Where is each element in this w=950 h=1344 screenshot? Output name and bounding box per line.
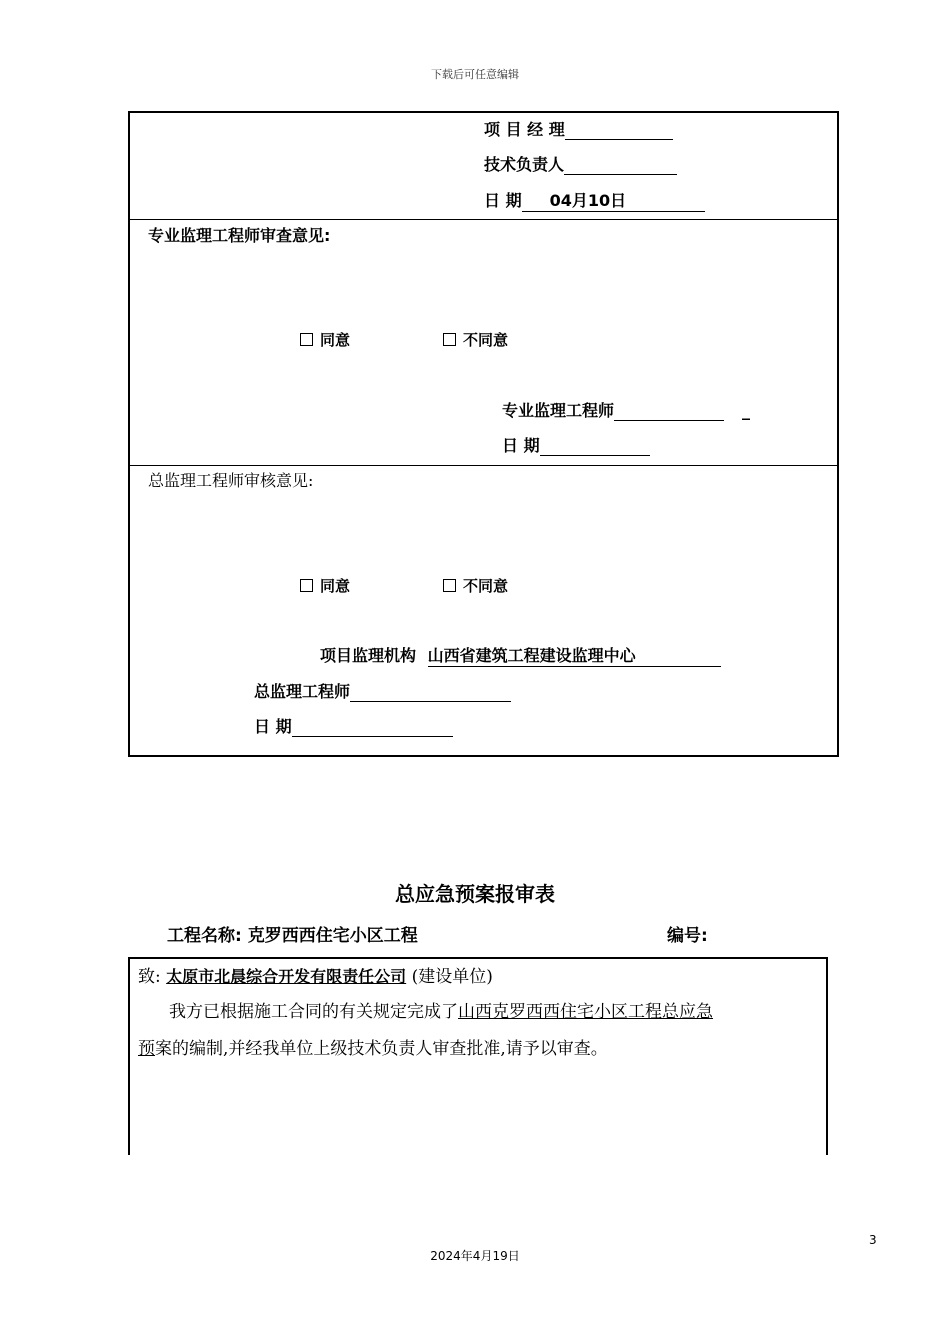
footer-date: 2024年4月19日 <box>430 1249 520 1263</box>
chief-engineer-label: 总监理工程师 <box>254 682 351 701</box>
disagree-checkbox[interactable] <box>443 333 456 346</box>
body-line1-underlined: 山西克罗西西住宅小区工程总应急 <box>458 1002 713 1022</box>
project-manager-label: 项 目 经 理 <box>484 120 565 139</box>
chief-date-label: 日 期 <box>254 717 292 736</box>
body-line-1 <box>169 997 713 1022</box>
agree-checkbox[interactable] <box>300 333 313 346</box>
specialist-engineer-blank[interactable] <box>614 403 724 421</box>
agree-option[interactable] <box>300 329 350 350</box>
project-name-label: 工程名称: <box>167 926 242 946</box>
supervision-org-field <box>320 643 721 667</box>
project-name-line <box>167 921 418 946</box>
specialist-engineer-label: 专业监理工程师 <box>502 401 615 420</box>
specialist-engineer-suffix: _ <box>742 401 751 420</box>
supervision-org-value: 山西省建筑工程建设监理中心 <box>428 643 721 667</box>
row-divider <box>130 465 837 466</box>
body-line2-rest: 案的编制,并经我单位上级技术负责人审查批准,请予以审查。 <box>155 1039 608 1059</box>
chief-opinion-heading: 总监理工程师审核意见: <box>148 471 314 490</box>
project-name-value: 克罗西西住宅小区工程 <box>247 926 418 946</box>
chief-agree-checkbox[interactable] <box>300 579 313 592</box>
chief-disagree-label: 不同意 <box>463 577 509 595</box>
addressee-company: 太原市北晨综合开发有限责任公司 <box>166 967 407 986</box>
specialist-date-blank[interactable] <box>540 438 650 456</box>
addressee-suffix: (建设单位) <box>411 967 493 987</box>
tech-lead-label: 技术负责人 <box>484 155 565 174</box>
disagree-label: 不同意 <box>463 331 509 349</box>
chief-disagree-checkbox[interactable] <box>443 579 456 592</box>
chief-date-field <box>254 714 453 737</box>
body-line1-prefix: 我方已根据施工合同的有关规定完成了 <box>169 1002 458 1022</box>
specialist-opinion-heading: 专业监理工程师审查意见: <box>148 226 331 245</box>
date-value: 04月10日 <box>522 188 705 212</box>
tech-lead-field <box>484 152 677 175</box>
agree-label: 同意 <box>320 331 351 349</box>
specialist-date-label: 日 期 <box>502 436 540 455</box>
body-line-2 <box>138 1034 608 1059</box>
chief-date-blank[interactable] <box>292 719 453 737</box>
chief-agree-option[interactable] <box>300 575 350 596</box>
to-label: 致: <box>138 967 161 987</box>
project-manager-blank[interactable] <box>565 122 673 140</box>
row-divider <box>130 219 837 220</box>
number-label: 编号: <box>667 926 708 946</box>
date-field <box>484 188 705 212</box>
addressee-line <box>138 962 493 987</box>
chief-disagree-option[interactable] <box>443 575 508 596</box>
chief-engineer-field <box>254 679 511 702</box>
tech-lead-blank[interactable] <box>564 157 677 175</box>
disagree-option[interactable] <box>443 329 508 350</box>
specialist-date-field <box>502 433 650 456</box>
form-title: 总应急预案报审表 <box>395 882 555 906</box>
chief-engineer-blank[interactable] <box>350 684 511 702</box>
page-number: 3 <box>869 1233 877 1247</box>
date-label: 日 期 <box>484 191 522 210</box>
supervision-org-label: 项目监理机构 <box>320 646 417 665</box>
body-line2-underlined: 预 <box>138 1039 155 1059</box>
chief-agree-label: 同意 <box>320 577 351 595</box>
specialist-engineer-field <box>502 398 750 421</box>
page-header: 下载后可任意编辑 <box>431 68 519 81</box>
project-manager-field <box>484 117 673 140</box>
